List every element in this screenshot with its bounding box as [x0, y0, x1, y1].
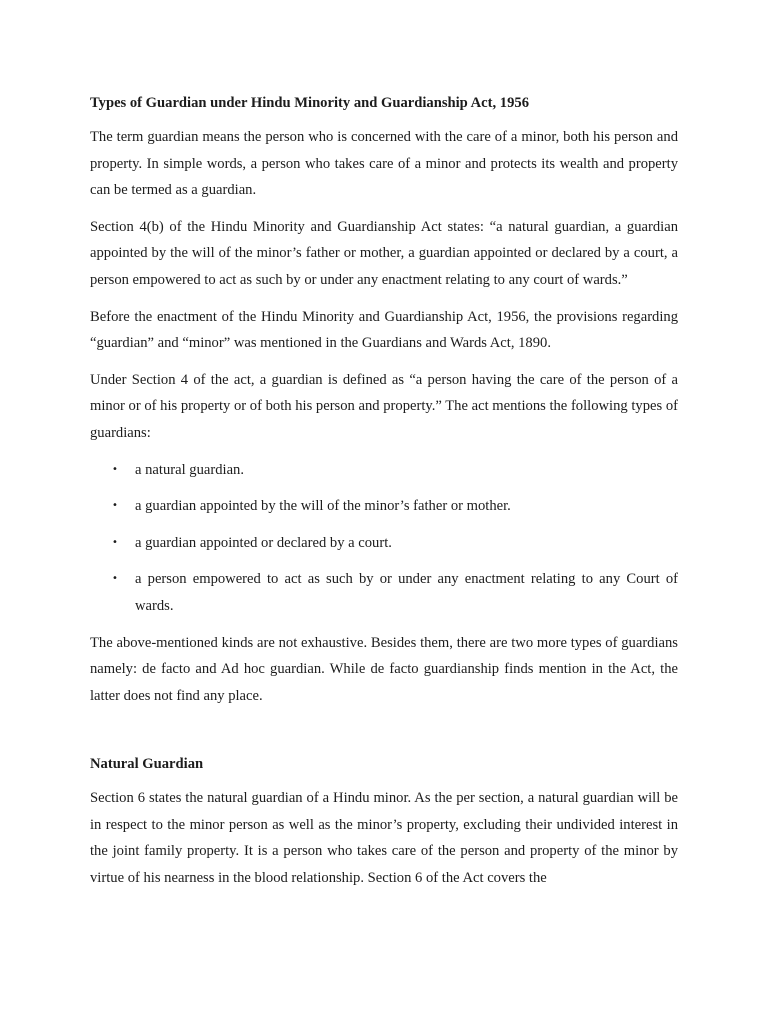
paragraph-section-4: Under Section 4 of the act, a guardian is defined as “a person having the care of the person of a minor or of his property or of both his person and property.” The act mentions the following types of guardians:	[90, 371, 678, 441]
paragraph-section-6: Section 6 states the natural guardian of a Hindu minor. As the per section, a natural guardian will be in respect to the minor person as well as the minor’s property, excluding their undivided interest in the joint family property. It is a person who takes care of the person and property of the minor by virtue of his nearness in the blood relationship. Section 6 of the Act covers the	[90, 790, 678, 887]
list-item	[90, 493, 678, 520]
list-item-text: a guardian appointed by the will of the minor’s father or mother.	[135, 498, 511, 515]
document-title: Types of Guardian under Hindu Minority and Guardianship Act, 1956	[90, 95, 529, 111]
bullet-icon: •	[112, 500, 118, 512]
document-body	[90, 92, 678, 902]
bullet-icon: •	[112, 573, 118, 585]
paragraph-not-exhaustive: The above-mentioned kinds are not exhaustive. Besides them, there are two more types of guardians namely: de facto and Ad hoc guardian. While de facto guardianship finds mention in the Act, the latter does not find any place.	[90, 634, 678, 704]
section-heading-natural-guardian: Natural Guardian	[90, 756, 204, 773]
list-item	[90, 457, 678, 484]
list-item-text: a person empowered to act as such by or under any enactment relating to any Court of wards.	[135, 571, 678, 614]
bullet-icon: •	[112, 536, 118, 548]
paragraph-section-4b: Section 4(b) of the Hindu Minority and Guardianship Act states: “a natural guardian, a guardian appointed by the will of the minor’s father or mother, a guardian appointed or declared by a court, a person empowered to act as such by or under any enactment relating to any court of wards.”	[90, 218, 678, 288]
list-item-text: a guardian appointed or declared by a court.	[135, 534, 392, 551]
section-spacer	[90, 719, 678, 753]
paragraph-before-enactment: Before the enactment of the Hindu Minority and Guardianship Act, 1956, the provisions regarding “guardian” and “minor” was mentioned in the Guardians and Wards Act, 1890.	[90, 308, 678, 352]
list-item	[90, 566, 678, 619]
list-item	[90, 530, 678, 557]
paragraph-definition: The term guardian means the person who is concerned with the care of a minor, both his person and property. In simple words, a person who takes care of a minor and protects its wealth and property can be termed as a guardian.	[90, 129, 678, 199]
guardian-types-list	[90, 457, 678, 620]
list-item-text: a natural guardian.	[135, 461, 244, 478]
bullet-icon: •	[112, 463, 118, 475]
